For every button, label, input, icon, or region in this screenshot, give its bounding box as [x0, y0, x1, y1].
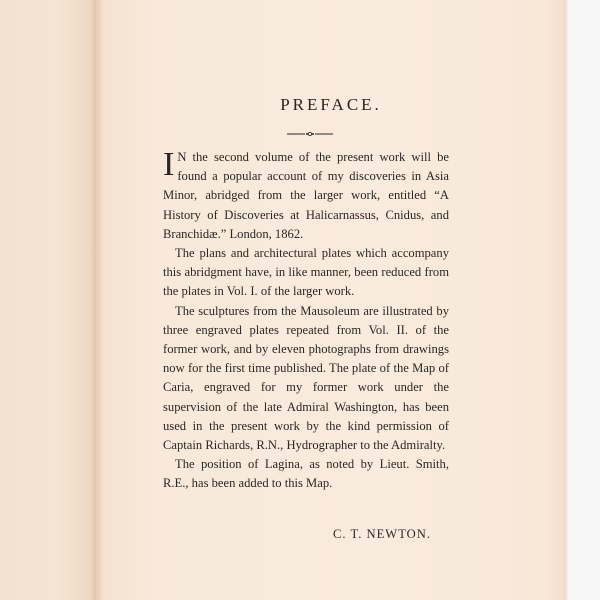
paragraph-2: The plans and architectural plates which accompany this abridgment have, in like manner, been reduced from the plates in Vol. I. of the larger work. [163, 246, 449, 299]
page-edge [564, 0, 568, 600]
paragraph-1-text: N the second volume of the present work will be found a popular account of my discoveries in Asia Minor, abridged from the larger work, entitled “A History of Discoveries at Halicarnassus, Cnidus, and Branchidæ.” London, 1862. [163, 150, 449, 241]
paragraph-1 [163, 148, 449, 244]
preface-body [163, 148, 449, 494]
page-title: PREFACE. [280, 95, 382, 114]
signature: C. T. NEWTON. [333, 527, 432, 541]
book-gutter [90, 0, 104, 600]
paragraph-3: The sculptures from the Mausoleum are illustrated by three engraved plates repeated from Vol. II. of the former work, and by eleven photographs from drawings now for the first time published. The plate of the Map of Caria, engraved for my former work under the supervision of the late Admiral Washington, has been used in the present work by the kind permission of Captain Richards, R.N., Hydrographer to the Admiralty. [163, 303, 449, 453]
left-page [0, 0, 96, 600]
ornament-rule-icon [287, 131, 333, 137]
drop-cap: I [163, 146, 175, 183]
paragraph-4: The position of Lagina, as noted by Lieut. Smith, R.E., has been added to this Map. [163, 457, 449, 491]
